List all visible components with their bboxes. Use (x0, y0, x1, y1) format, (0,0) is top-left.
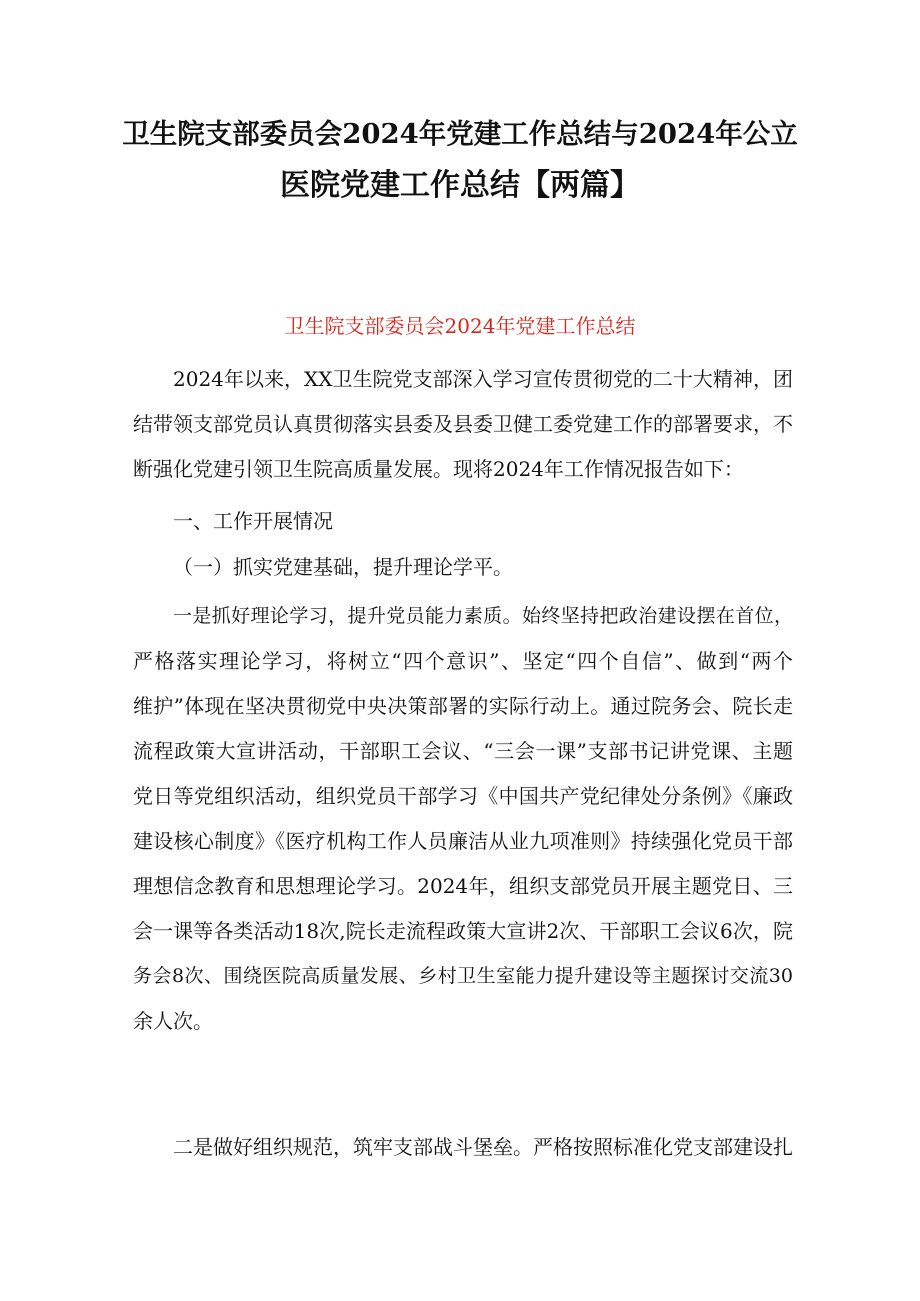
paragraph-line: 二是做好组织规范，筑牢支部战斗堡垒。严格按照标准化党支部建设扎 (173, 1135, 793, 1159)
paragraph-theory-study (133, 594, 793, 1044)
paragraph-intro (133, 357, 793, 492)
heading-text: （一）抓实党建基础，提升理论学平。 (173, 555, 513, 579)
paragraph-line: 党日等党组织活动，组织党员干部学习《中国共产党纪律处分条例》《廉政 (133, 784, 793, 808)
paragraph-line: 严格落实理论学习，将树立“四个意识”、坚定“四个自信”、做到“两个 (133, 649, 793, 673)
paragraph-line: 理想信念教育和思想理论学习。2024年，组织支部党员开展主题党日、三 (133, 874, 793, 898)
paragraph-line: 流程政策大宣讲活动，干部职工会议、“三会一课”支部书记讲党课、主题 (133, 739, 793, 763)
heading-text: 一、工作开展情况 (173, 509, 333, 533)
paragraph-line: 建设核心制度》《医疗机构工作人员廉洁从业九项准则》持续强化党员干部 (133, 829, 793, 853)
paragraph-line: 务会8次、围绕医院高质量发展、乡村卫生室能力提升建设等主题探讨交流30 (133, 965, 793, 987)
title-line-2: 医院党建工作总结【两篇】 (280, 168, 640, 203)
paragraph-line: 余人次。 (133, 1009, 213, 1033)
document-title (120, 108, 800, 212)
heading-level-2 (133, 545, 793, 590)
section-title: 卫生院支部委员会2024年党建工作总结 (284, 314, 636, 338)
paragraph-line: 结带领支部党员认真贯彻落实县委及县委卫健工委党建工作的部署要求，不 (133, 412, 793, 436)
paragraph-line: 会一课等各类活动18次,院长走流程政策大宣讲2次、干部职工会议6次，院 (133, 919, 793, 943)
paragraph-line: 一是抓好理论学习，提升党员能力素质。始终坚持把政治建设摆在首位， (173, 605, 793, 627)
paragraph-line: 断强化党建引领卫生院高质量发展。现将2024年工作情况报告如下： (133, 457, 744, 481)
paragraph-line: 维护”体现在坚决贯彻党中央决策部署的实际行动上。通过院务会、院长走 (133, 694, 793, 718)
title-line-1: 卫生院支部委员会2024年党建工作总结与2024年公立 (122, 118, 798, 150)
paragraph-organization (133, 1125, 793, 1170)
paragraph-line: 2024年以来，XX卫生院党支部深入学习宣传贯彻党的二十大精神，团 (173, 367, 793, 391)
heading-level-1 (133, 499, 793, 544)
